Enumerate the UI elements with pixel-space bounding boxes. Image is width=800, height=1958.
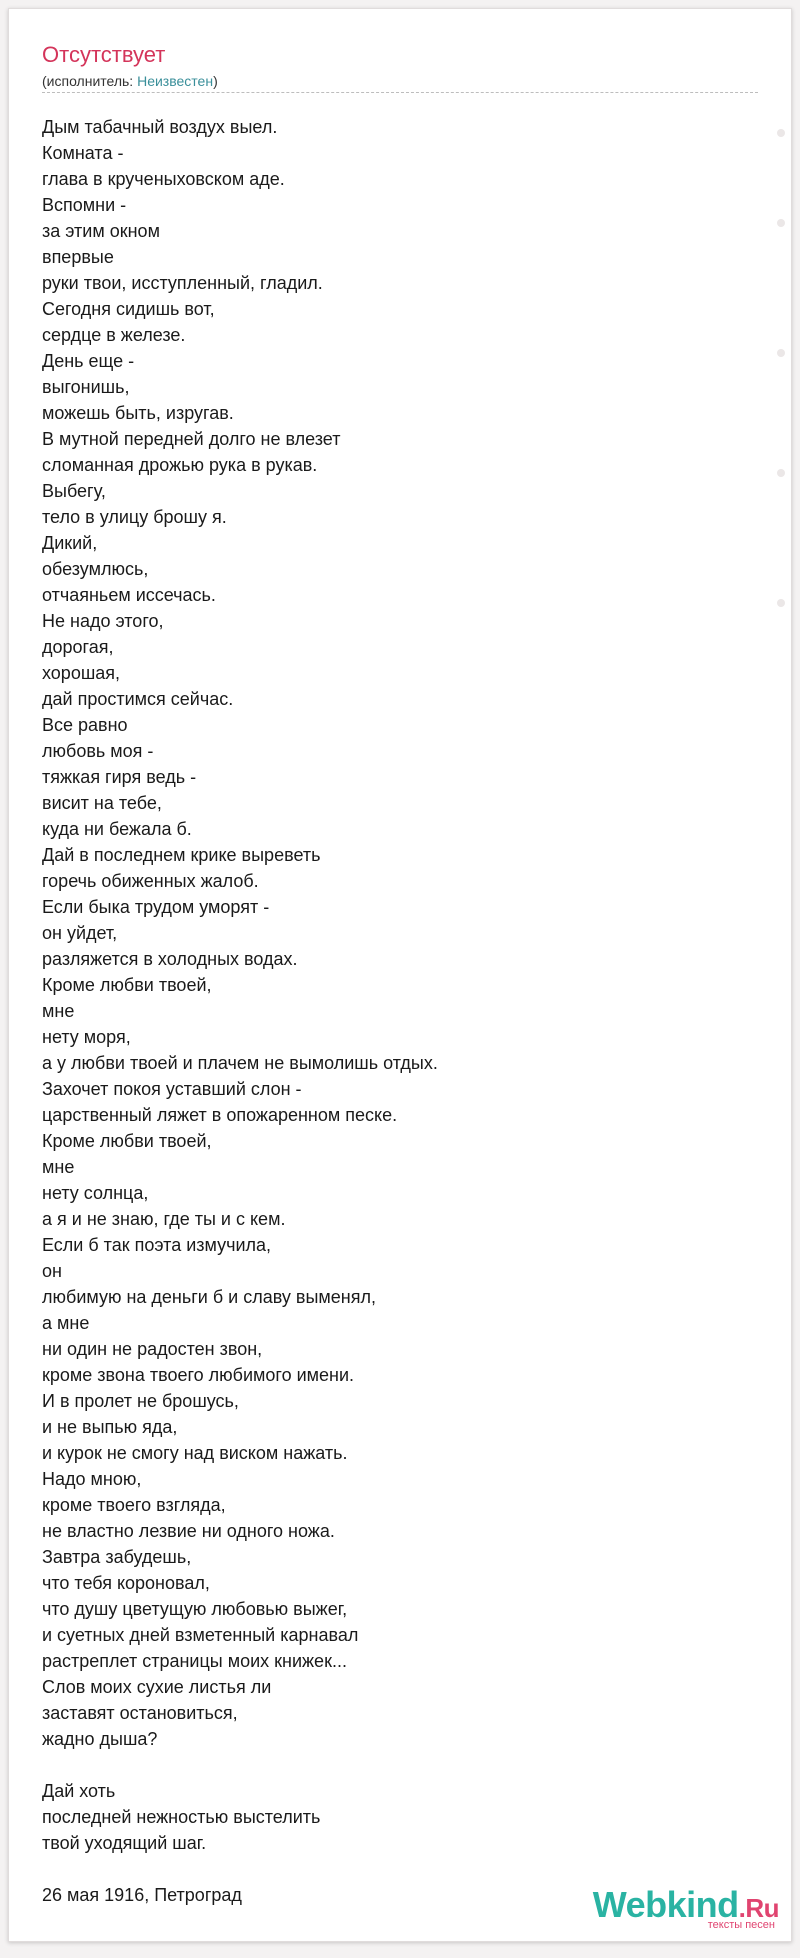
artist-link[interactable]: Неизвестен <box>137 73 214 89</box>
song-title: Отсутствует <box>42 42 166 67</box>
lyrics-text: Дым табачный воздух выел. Комната - глава в крученыховском аде. Вспомни - за этим окном впервые руки твои, исступленный, гладил. Сегодня сидишь вот, сердце в железе. День еще - выгонишь, можешь быть, изругав. В мутной передней долго не влезет сломанная дрожью рука в рукав. Выбегу, тело в улицу брошу я. Дикий, обезумлюсь, отчаяньем иссечась. Не надо этого, дорогая, хорошая, дай простимся сейчас. Все равно любовь моя - тяжкая гиря ведь - висит на тебе, куда ни бежала б. Дай в последнем крике выреветь горечь обиженных жалоб. Если быка трудом уморят - он уйдет, разляжется в холодных водах. Кроме любви твоей, мне нету моря, а у любви твоей и плачем не вымолишь отдых. Захочет покоя уставший слон - царственный ляжет в опожаренном песке. Кроме любви твоей, мне нету солнца, а я и не знаю, где ты и с кем. Если б так поэта измучила, он любимую на деньги б и славу выменял, а мне ни один не радостен звон, кроме звона твоего любимого имени. И в пролет не брошусь, и не выпью яда, и курок не смогу над виском нажать. Надо мною, кроме твоего взгляда, не властно лезвие ни одного ножа. Завтра забудешь, что тебя короновал, что душу цветущую любовью выжег, и суетных дней взметенный карнавал растреплет страницы моих книжек... Слов моих сухие листья ли заставят остановиться, жадно дыша? Дай хоть последней нежностью выстелить твой уходящий шаг. 26 мая 1916, Петроград <box>42 117 438 1905</box>
artist-byline <box>42 73 218 90</box>
brand-name: Webkind <box>592 1884 739 1925</box>
decorative-dots <box>771 129 785 689</box>
byline-suffix: ) <box>213 73 218 89</box>
lyrics-page <box>8 8 792 1942</box>
brand-tld: .Ru <box>738 1893 779 1923</box>
brand-logo <box>592 1884 779 1931</box>
byline-prefix: (исполнитель: <box>42 73 138 89</box>
brand-tagline: тексты песен <box>707 1919 775 1931</box>
title-divider <box>42 92 758 93</box>
